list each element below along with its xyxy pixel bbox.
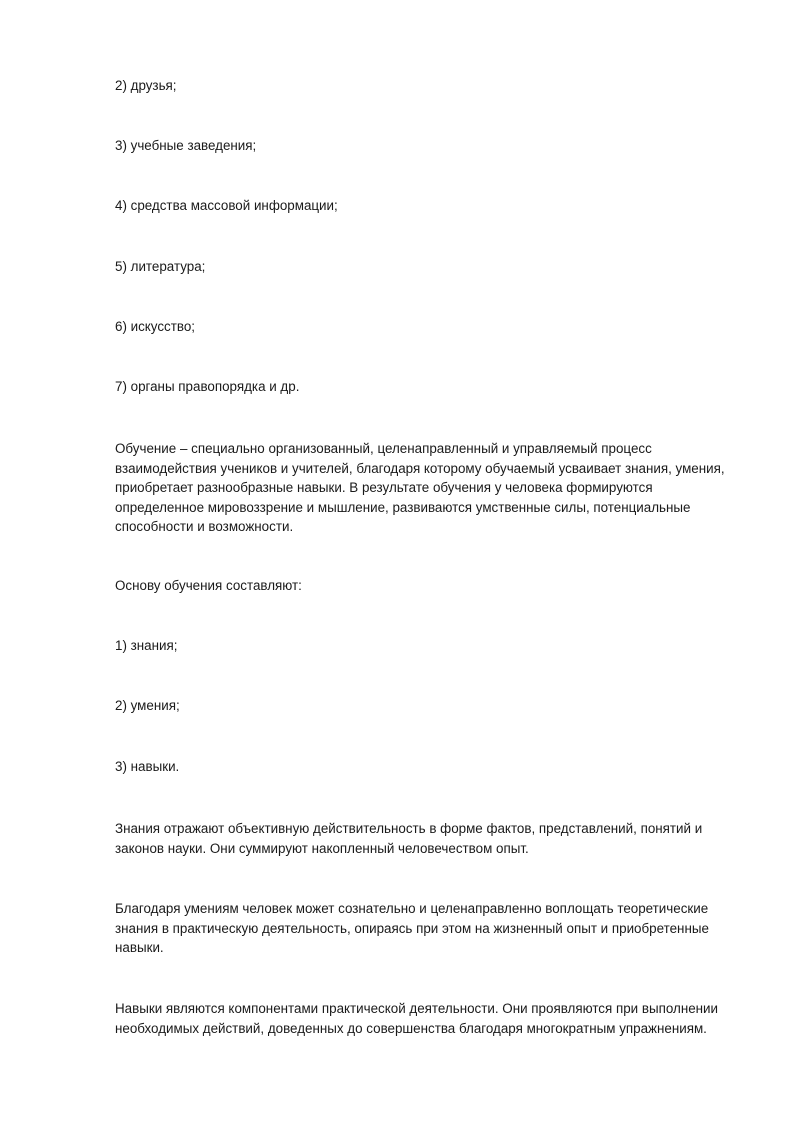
paragraph-obuchenie: [115, 439, 745, 537]
osnovu-heading: Основу обучения составляют:: [115, 578, 302, 593]
list-item-habits: 3) навыки.: [115, 759, 180, 774]
paragraph-line: необходимых действий, доведенных до совершенства благодаря многократным упражнениям.: [115, 1020, 707, 1036]
list-item-friends: 2) друзья;: [115, 78, 177, 93]
paragraph-navyki: [115, 999, 745, 1038]
paragraph-znaniya: [115, 819, 745, 858]
paragraph-line: приобретает разнообразные навыки. В результате обучения у человека формируются: [115, 480, 653, 495]
list-item-skills: 2) умения;: [115, 698, 180, 713]
paragraph-line: Навыки являются компонентами практической деятельности. Они проявляются при выполнении: [115, 1001, 719, 1016]
paragraph-line: Обучение – специально организованный, целенаправленный и управляемый процесс: [115, 441, 652, 456]
paragraph-line: Благодаря умениям человек может сознательно и целенаправленно воплощать теоретические: [115, 901, 709, 916]
list-item-law-enforcement: 7) органы правопорядка и др.: [115, 379, 300, 394]
paragraph-line: навыки.: [115, 940, 164, 955]
paragraph-umeniya: [115, 899, 745, 958]
paragraph-line: законов науки. Они суммируют накопленный человечеством опыт.: [115, 840, 529, 856]
list-item-art: 6) искусство;: [115, 319, 196, 334]
paragraph-line: определенное мировоззрение и мышление, развиваются умственные силы, потенциальные: [115, 499, 691, 515]
list-item-schools: 3) учебные заведения;: [115, 138, 257, 153]
list-item-literature: 5) литература;: [115, 259, 206, 274]
paragraph-line: Знания отражают объективную действительность в форме фактов, представлений, понятий и: [115, 821, 703, 836]
paragraph-line: способности и возможности.: [115, 519, 294, 534]
paragraph-line: взаимодействия учеников и учителей, благодаря которому обучаемый усваивает знания, умения,: [115, 460, 725, 476]
list-item-media: 4) средства массовой информации;: [115, 198, 338, 213]
paragraph-line: знания в практическую деятельность, опираясь при этом на жизненный опыт и приобретенные: [115, 920, 709, 936]
list-item-knowledge: 1) знания;: [115, 638, 178, 653]
